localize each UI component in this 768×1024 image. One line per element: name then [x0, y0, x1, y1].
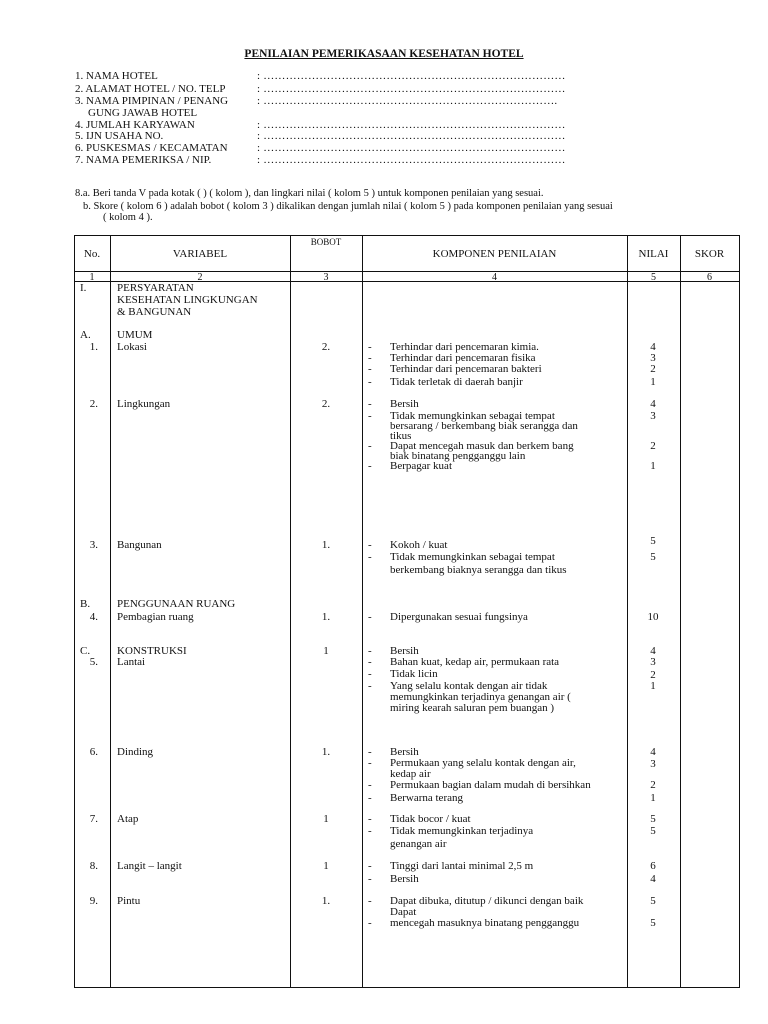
nilai-value[interactable]: 2: [650, 779, 656, 791]
row-number: 1.: [89, 341, 98, 353]
nilai-value[interactable]: 2: [650, 669, 656, 681]
component-item-cont: memungkinkan terjadinya genangan air (: [390, 691, 571, 703]
nilai-value[interactable]: 6: [650, 860, 656, 872]
instruction-a: 8.a. Beri tanda V pada kotak ( ) ( kolom ), dan lingkari nilai ( kolom 5 ) untuk komponen penilaian yang sesuai.: [75, 188, 544, 199]
component-item: Tidak memungkinkan sebagai tempat: [390, 551, 555, 563]
component-item: Tidak memungkinkan sebagai tempat: [390, 410, 555, 422]
component-item: Bersih: [390, 746, 419, 758]
field-label-pemeriksa: 7. NAMA PEMERIKSA / NIP.: [75, 154, 212, 166]
field-blank-puskesmas[interactable]: : ………………………………………………………………………: [257, 142, 566, 154]
component-item: Terhindar dari pencemaran bakteri: [390, 363, 542, 375]
nilai-value[interactable]: 4: [650, 398, 656, 410]
nilai-value[interactable]: 2: [650, 363, 656, 375]
subsection-letter: B.: [80, 598, 91, 610]
component-item: Berwarna terang: [390, 792, 463, 804]
row-number: 6.: [89, 746, 98, 758]
nilai-value[interactable]: 5: [650, 917, 656, 929]
nilai-value[interactable]: 3: [650, 758, 656, 770]
section-title: & BANGUNAN: [117, 306, 192, 318]
component-item-cont: berkembang biaknya serangga dan tikus: [390, 564, 567, 576]
field-label-pimpinan-cont: GUNG JAWAB HOTEL: [88, 107, 198, 119]
nilai-value[interactable]: 4: [650, 645, 656, 657]
component-item: Tidak terletak di daerah banjir: [390, 376, 523, 388]
instruction-b: b. Skore ( kolom 6 ) adalah bobot ( kolom 3 ) dikalikan dengan jumlah nilai ( kolom 5 ) pada komponen penilaian yang sesuai: [83, 201, 613, 212]
col-number-5: 5: [651, 272, 656, 283]
component-item: Permukaan bagian dalam mudah di bersihkan: [390, 779, 591, 791]
row-variabel: Bangunan: [117, 539, 162, 551]
nilai-value[interactable]: 1: [650, 792, 656, 804]
row-variabel: Lingkungan: [117, 398, 171, 410]
component-item: Dapat mencegah masuk dan berkem bang: [390, 440, 574, 452]
component-item-cont: bersarang / berkembang biak serangga dan: [390, 420, 578, 432]
col-number-3: 3: [323, 272, 329, 283]
field-label-nama-hotel: 1. NAMA HOTEL: [75, 70, 158, 82]
nilai-value[interactable]: 3: [650, 410, 656, 422]
field-label-alamat: 2. ALAMAT HOTEL / NO. TELP: [75, 83, 226, 95]
component-item-cont: biak binatang pengganggu lain: [390, 450, 526, 462]
field-label-pimpinan: 3. NAMA PIMPINAN / PENANG: [75, 95, 229, 107]
nilai-value[interactable]: 1: [650, 680, 656, 692]
col-number-1: 1: [89, 272, 95, 283]
field-blank-pimpinan[interactable]: : …………………………………………………………………….: [257, 95, 558, 107]
row-number: 3.: [89, 539, 98, 551]
component-item: Dapat dibuka, ditutup / dikunci dengan baik: [390, 895, 584, 907]
component-item: Bahan kuat, kedap air, permukaan rata: [390, 656, 560, 668]
col-number-6: 6: [707, 272, 712, 283]
component-item-cont: tikus: [390, 430, 412, 442]
row-number: 4.: [89, 611, 98, 623]
subsection-letter: A.: [80, 329, 91, 341]
nilai-value[interactable]: 5: [650, 825, 656, 837]
header-skor: SKOR: [694, 248, 725, 260]
nilai-value[interactable]: 2: [650, 440, 656, 452]
component-item-cont: genangan air: [390, 838, 447, 850]
nilai-value[interactable]: 10: [647, 611, 659, 623]
nilai-value[interactable]: 3: [650, 656, 656, 668]
section-title: KESEHATAN LINGKUNGAN: [117, 294, 258, 306]
header-no: No.: [83, 248, 101, 260]
component-item-cont: Dapat: [390, 906, 417, 918]
component-item: Berpagar kuat: [390, 460, 452, 472]
section-number: I.: [80, 282, 87, 294]
component-item: Tidak bocor / kuat: [390, 813, 471, 825]
component-item: Terhindar dari pencemaran kimia.: [390, 341, 539, 353]
row-bobot: 2.: [321, 341, 331, 353]
nilai-value[interactable]: 5: [650, 813, 656, 825]
row-bobot: 1: [323, 645, 329, 657]
nilai-value[interactable]: 4: [650, 873, 656, 885]
component-item: Bersih: [390, 645, 419, 657]
field-blank-nama-hotel[interactable]: : ………………………………………………………………………: [257, 70, 566, 82]
row-variabel: Langit – langit: [117, 860, 182, 872]
document-title: PENILAIAN PEMERIKASAAN KESEHATAN HOTEL: [244, 48, 524, 60]
component-item: Bersih: [390, 873, 419, 885]
component-item: Dipergunakan sesuai fungsinya: [390, 611, 528, 623]
nilai-value[interactable]: 4: [650, 341, 656, 353]
header-bobot: BOBOT: [310, 237, 342, 247]
header-komponen: KOMPONEN PENILAIAN: [432, 248, 557, 260]
row-bobot: 1: [323, 813, 329, 825]
nilai-value[interactable]: 5: [650, 551, 656, 563]
field-blank-karyawan[interactable]: : ………………………………………………………………………: [257, 119, 566, 131]
field-label-puskesmas: 6. PUSKESMAS / KECAMATAN: [75, 142, 228, 154]
row-variabel: Lantai: [117, 656, 146, 668]
component-item: Tinggi dari lantai minimal 2,5 m: [390, 860, 534, 872]
nilai-value[interactable]: 5: [650, 535, 656, 547]
row-bobot: 2.: [321, 398, 331, 410]
subsection-title: KONSTRUKSI: [117, 645, 187, 657]
row-number: 7.: [89, 813, 98, 825]
component-item: Tidak memungkinkan terjadinya: [390, 825, 534, 837]
row-bobot: 1.: [321, 611, 331, 623]
field-blank-alamat[interactable]: : ………………………………………………………………………: [257, 83, 566, 95]
header-nilai: NILAI: [638, 248, 669, 260]
row-bobot: 1.: [321, 895, 331, 907]
component-item: mencegah masuknya binatang pengganggu: [390, 917, 580, 929]
field-blank-ijin[interactable]: : ………………………………………………………………………: [257, 130, 566, 142]
row-variabel: Atap: [117, 813, 139, 825]
subsection-letter: C.: [80, 645, 91, 657]
row-number: 8.: [89, 860, 98, 872]
row-variabel: Dinding: [117, 746, 154, 758]
col-number-4: 4: [492, 272, 497, 283]
component-item-cont: miring kearah saluran pem buangan ): [390, 702, 555, 714]
component-item: Terhindar dari pencemaran fisika: [390, 352, 536, 364]
component-item: Bersih: [390, 398, 419, 410]
field-label-ijin: 5. IJN USAHA NO.: [75, 130, 164, 142]
row-number: 2.: [89, 398, 98, 410]
nilai-value[interactable]: 3: [650, 352, 656, 364]
component-item: Kokoh / kuat: [390, 539, 448, 551]
row-variabel: Pembagian ruang: [117, 611, 194, 623]
row-bobot: 1.: [321, 746, 331, 758]
row-bobot: 1.: [321, 539, 331, 551]
instruction-b-cont: ( kolom 4 ).: [103, 212, 153, 223]
nilai-value[interactable]: 1: [650, 460, 656, 472]
row-number: 9.: [89, 895, 98, 907]
nilai-value[interactable]: 1: [650, 376, 656, 388]
subsection-title: UMUM: [117, 329, 153, 341]
component-item: Yang selalu kontak dengan air tidak: [390, 680, 548, 692]
col-number-2: 2: [197, 272, 203, 283]
component-item: Tidak licin: [390, 668, 438, 680]
row-variabel: Pintu: [117, 895, 141, 907]
row-variabel: Lokasi: [117, 341, 147, 353]
header-variabel: VARIABEL: [172, 248, 228, 260]
field-blank-pemeriksa[interactable]: : ………………………………………………………………………: [257, 154, 566, 166]
nilai-value[interactable]: 4: [650, 746, 656, 758]
section-title: PERSYARATAN: [117, 282, 194, 294]
nilai-value[interactable]: 5: [650, 895, 656, 907]
subsection-title: PENGGUNAAN RUANG: [117, 598, 236, 610]
component-item-cont: kedap air: [390, 768, 431, 780]
component-item: Permukaan yang selalu kontak dengan air,: [390, 757, 576, 769]
row-number: 5.: [89, 656, 98, 668]
field-label-karyawan: 4. JUMLAH KARYAWAN: [75, 119, 195, 131]
row-bobot: 1: [323, 860, 329, 872]
